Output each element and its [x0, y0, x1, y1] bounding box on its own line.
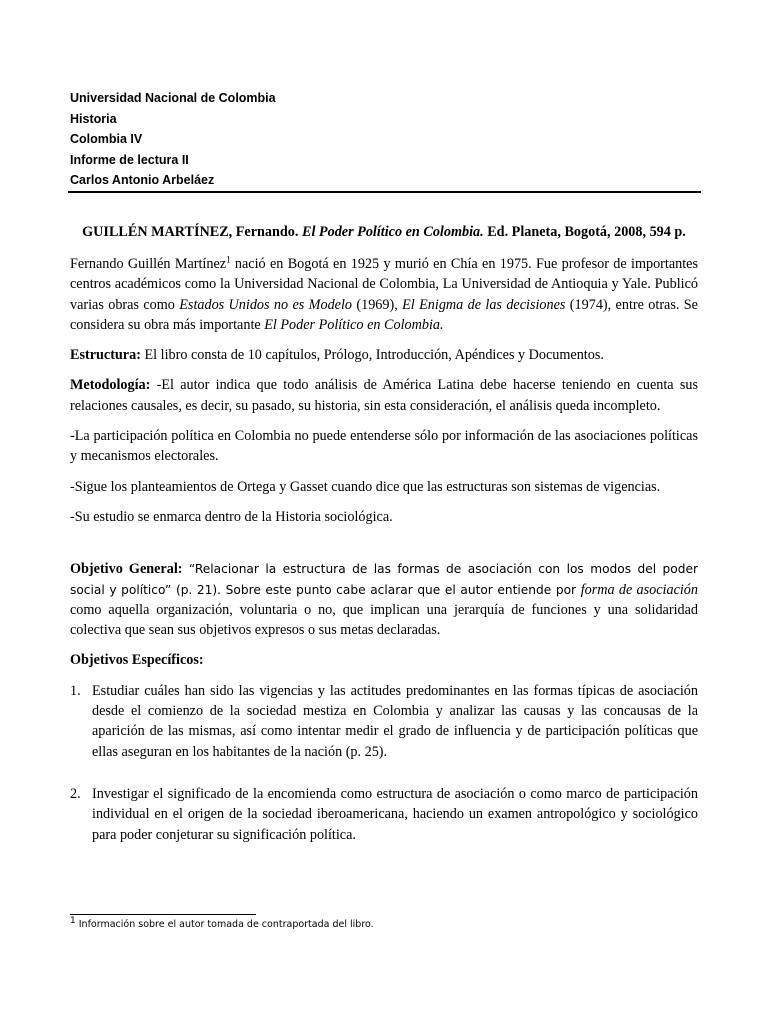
bio-work-title: El Enigma de las decisiones [402, 296, 566, 313]
course-name: Colombia IV [70, 132, 143, 146]
estructura-paragraph [70, 345, 698, 365]
metodologia-point: -La participación política en Colombia no puede entenderse sólo por información de las asociaciones políticas y mecanismos electorales. [70, 428, 698, 465]
metodologia-paragraph [70, 375, 698, 416]
bio-text: nació en Bogotá en 1925 y murió en Chía en 1975. Fue profesor de importantes centros académicos como la Universidad Nacional de Colombia, La Universidad de Antioquia y Yale. Publicó varias obras como [70, 256, 698, 313]
list-item-text: Estudiar cuáles han sido las vigencias y las actitudes predominantes en las formas típicas de asociación desde el comienzo de la sociedad mestiza en Colombia y analizar las causas y las concausas de la aparición de las mismas, así como intentar medir el grado de influencia y de participación políticas que ellas aseguran en los habitantes de la nación (p. 25). [92, 682, 698, 760]
assignment-name: Informe de lectura II [70, 152, 189, 167]
university-name: Universidad Nacional de Colombia [70, 91, 276, 105]
objetivos-list [70, 681, 698, 845]
section-label: Objetivos Específicos: [70, 652, 204, 669]
objetivo-quote: “Relacionar la estructura de las formas de asociación con los modos del poder social y político” (p. 21). Sobre este punto cabe aclarar que el autor entiende por [70, 562, 698, 597]
citation-author: GUILLÉN MARTÍNEZ, Fernando. [82, 224, 299, 240]
footnote-reference: 1 [226, 254, 231, 265]
document-body [70, 222, 698, 867]
citation-book-title: El Poder Político en Colombia. [301, 224, 484, 240]
objetivos-especificos-heading [70, 650, 698, 670]
list-item [70, 681, 698, 762]
bio-text: (1969), [352, 296, 403, 313]
list-item-text: Investigar el significado de la encomienda como estructura de asociación o como marco de participación individual en el origen de la sociedad iberoamericana, haciendo un examen antropológico y sociológico para poder conjeturar su significación política. [92, 785, 698, 843]
footnote-text: Información sobre el autor tomada de contraportada del libro. [75, 919, 374, 930]
objetivo-general-paragraph [70, 559, 698, 640]
section-text: -El autor indica que todo análisis de América Latina debe hacerse teniendo en cuenta sus relaciones causales, es decir, su pasado, su historia, sin esta consideración, el análisis queda incompleto. [70, 377, 698, 414]
student-name: Carlos Antonio Arbeláez [70, 173, 215, 187]
footnote [70, 915, 374, 932]
section-text: El libro consta de 10 capítulos, Prólogo, Introducción, Apéndices y Documentos. [140, 347, 604, 364]
section-label: Estructura: [70, 347, 141, 364]
list-number: 2. [70, 785, 81, 802]
list-number: 1. [70, 682, 81, 699]
defined-term: forma de asociación [580, 581, 698, 598]
bio-work-title: El Poder Político en Colombia. [264, 316, 444, 333]
footnote-number: 1 [70, 915, 76, 926]
department-name: Historia [70, 111, 117, 126]
metodologia-point: -Sigue los planteamientos de Ortega y Gasset cuando dice que las estructuras son sistemas de vigencias. [70, 478, 661, 495]
footnote-divider [70, 914, 256, 915]
section-text: como aquella organización, voluntaria o no, que implican una jerarquía de funciones y una solidaridad colectiva que sean sus objetivos expresos o sus metas declaradas. [70, 601, 698, 639]
citation-publisher: Ed. Planeta, Bogotá, 2008, 594 p. [487, 224, 686, 240]
section-label: Metodología: [70, 377, 151, 394]
bio-work-title: Estados Unidos no es Modelo [179, 296, 353, 313]
header-divider [68, 191, 701, 193]
bio-text: (1974), entre otras. Se considera su obra más importante [70, 296, 698, 333]
bio-author-name: Fernando Guillén Martínez [70, 256, 227, 272]
citation-title [70, 222, 698, 242]
list-item [70, 784, 698, 845]
author-bio-paragraph [70, 254, 698, 335]
section-label: Objetivo General: [70, 561, 183, 578]
metodologia-point: -Su estudio se enmarca dentro de la Historia sociológica. [70, 508, 393, 525]
document-header [70, 88, 700, 191]
